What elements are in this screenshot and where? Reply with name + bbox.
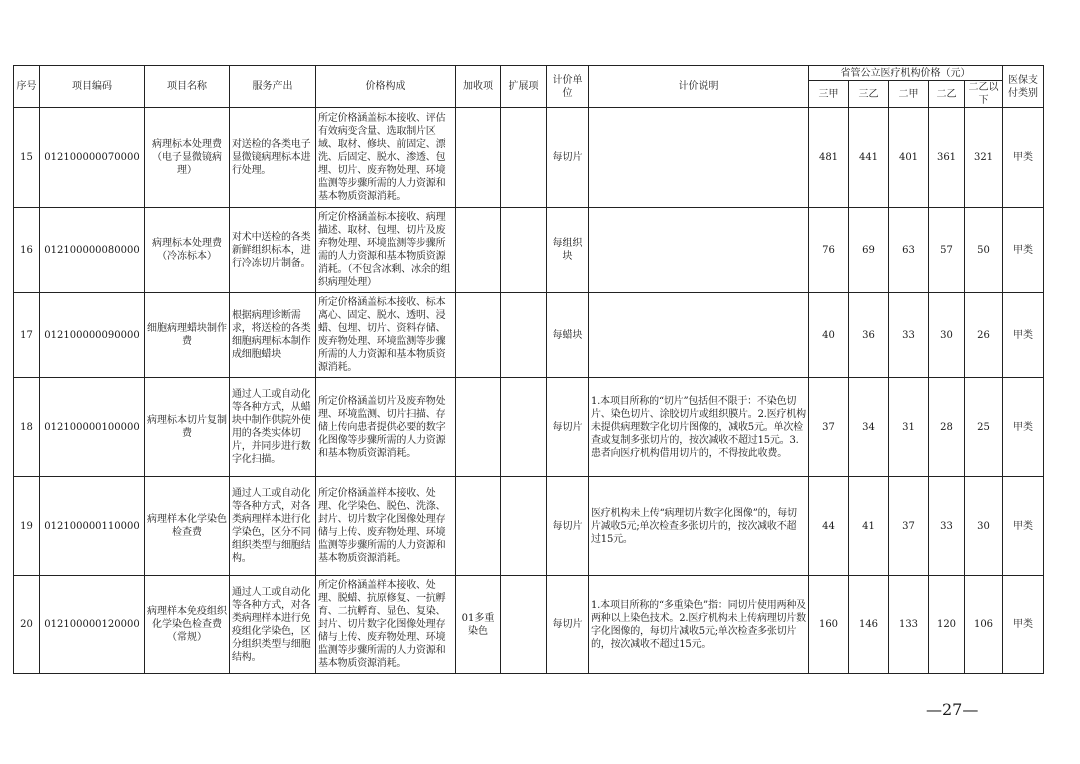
row-service: 通过人工或自动化等各种方式，对各类病理样本进行化学染色，区分不同组织类型与细胞结构。 bbox=[230, 477, 316, 576]
row-composition: 所定价格涵盖样本接收、处理、脱蜡、抗原修复、一抗孵育、二抗孵育、显色、复染、封片、切片数字化图像处理存储与上传、废弃物处理、环境监测等步骤所需的人力资源和基本物质资源消耗。 bbox=[316, 576, 456, 674]
row-seq: 20 bbox=[14, 576, 40, 674]
row-service: 通过人工或自动化等各种方式，对各类病理样本进行免疫组化学染色，区分组织类型与细胞结构。 bbox=[230, 576, 316, 674]
row-name: 病理标本处理费（电子显微镜病理） bbox=[145, 108, 230, 208]
row-price-level1: 37 bbox=[809, 378, 849, 477]
row-insurance: 甲类 bbox=[1003, 378, 1044, 477]
row-code: 012100000120000 bbox=[40, 576, 145, 674]
row-name: 病理标本切片复制费 bbox=[145, 378, 230, 477]
header-addon: 加收项 bbox=[456, 66, 501, 108]
header-insurance: 医保支付类别 bbox=[1003, 66, 1044, 108]
row-seq: 19 bbox=[14, 477, 40, 576]
row-price-level1: 160 bbox=[809, 576, 849, 674]
table-row bbox=[14, 208, 1044, 293]
header-seq: 序号 bbox=[14, 66, 40, 108]
row-unit: 每切片 bbox=[547, 477, 589, 576]
row-note: 1.本项目所称的“切片”包括但不限于：不染色切片、染色切片、涂胶切片或组织膜片。2.医疗机构未提供病理数字化切片图像的，减收5元。单次检查或复制多张切片的，按次减收不超过15元。3.患者向医疗机构借用切片的，不得按此收费。 bbox=[589, 378, 809, 477]
header-price-group: 省管公立医疗机构价格（元） bbox=[809, 66, 1003, 81]
row-extension bbox=[501, 576, 547, 674]
row-composition: 所定价格涵盖标本接收、评估有效病变含量、选取制片区域、取材、修块、前固定、漂洗、后固定、脱水、渗透、包埋、切片、废弃物处理、环境监测等步骤所需的人力资源和基本物质资源消耗。 bbox=[316, 108, 456, 208]
row-seq: 15 bbox=[14, 108, 40, 208]
row-service: 通过人工或自动化等各种方式，从蜡块中制作供院外使用的各类实体切片，并同步进行数字化扫描。 bbox=[230, 378, 316, 477]
row-note: 1.本项目所称的“多重染色”指：同切片使用两种及两种以上染色技术。2.医疗机构未上传病理切片数字化图像的，每切片减收5元;单次检查多张切片的，按次减收不超过15元。 bbox=[589, 576, 809, 674]
row-price-level5: 50 bbox=[965, 208, 1003, 293]
row-name: 病理样本免疫组织化学染色检查费（常规） bbox=[145, 576, 230, 674]
row-addon bbox=[456, 477, 501, 576]
row-price-level3: 37 bbox=[889, 477, 929, 576]
row-seq: 18 bbox=[14, 378, 40, 477]
row-extension bbox=[501, 477, 547, 576]
header-note: 计价说明 bbox=[589, 66, 809, 108]
table-row bbox=[14, 293, 1044, 378]
row-price-level1: 44 bbox=[809, 477, 849, 576]
row-unit: 每组织块 bbox=[547, 208, 589, 293]
table-row bbox=[14, 477, 1044, 576]
row-name: 病理样本化学染色检查费 bbox=[145, 477, 230, 576]
row-insurance: 甲类 bbox=[1003, 477, 1044, 576]
row-price-level4: 33 bbox=[929, 477, 965, 576]
row-insurance: 甲类 bbox=[1003, 208, 1044, 293]
row-addon bbox=[456, 378, 501, 477]
row-price-level3: 31 bbox=[889, 378, 929, 477]
row-price-level3: 133 bbox=[889, 576, 929, 674]
row-composition: 所定价格涵盖样本接收、处理、化学染色、脱色、洗涤、封片、切片数字化图像处理存储与上传、废弃物处理、环境监测等步骤所需的人力资源和基本物质资源消耗。 bbox=[316, 477, 456, 576]
row-price-level2: 146 bbox=[849, 576, 889, 674]
row-unit: 每切片 bbox=[547, 108, 589, 208]
row-price-level5: 25 bbox=[965, 378, 1003, 477]
row-unit: 每切片 bbox=[547, 378, 589, 477]
row-code: 012100000070000 bbox=[40, 108, 145, 208]
row-insurance: 甲类 bbox=[1003, 576, 1044, 674]
row-price-level5: 106 bbox=[965, 576, 1003, 674]
header-level: 三乙 bbox=[849, 81, 889, 108]
header-level: 二乙 bbox=[929, 81, 965, 108]
row-price-level3: 33 bbox=[889, 293, 929, 378]
row-price-level4: 361 bbox=[929, 108, 965, 208]
row-price-level3: 401 bbox=[889, 108, 929, 208]
row-insurance: 甲类 bbox=[1003, 108, 1044, 208]
row-note: 医疗机构未上传“病理切片数字化图像”的，每切片减收5元;单次检查多张切片的，按次减收不超过15元。 bbox=[589, 477, 809, 576]
row-service: 对送检的各类电子显微镜病理标本进行处理。 bbox=[230, 108, 316, 208]
row-addon: 01多重染色 bbox=[456, 576, 501, 674]
price-table bbox=[13, 65, 1044, 674]
row-composition: 所定价格涵盖标本接收、病理描述、取材、包埋、切片及废弃物处理、环境监测等步骤所需的人力资源和基本物质资源消耗。（不包含冰剩、冰余的组织病理处理） bbox=[316, 208, 456, 293]
row-note bbox=[589, 293, 809, 378]
row-service: 对术中送检的各类新鲜组织标本，进行冷冻切片制备。 bbox=[230, 208, 316, 293]
row-composition: 所定价格涵盖标本接收、标本离心、固定、脱水、透明、浸蜡、包埋、切片、资料存储、废弃物处理、环境监测等步骤所需的人力资源和基本物质资源消耗。 bbox=[316, 293, 456, 378]
row-name: 细胞病理蜡块制作费 bbox=[145, 293, 230, 378]
row-code: 012100000100000 bbox=[40, 378, 145, 477]
row-unit: 每切片 bbox=[547, 576, 589, 674]
row-price-level4: 57 bbox=[929, 208, 965, 293]
page-number: —27— bbox=[926, 700, 979, 719]
row-seq: 16 bbox=[14, 208, 40, 293]
row-price-level1: 40 bbox=[809, 293, 849, 378]
header-level: 三甲 bbox=[809, 81, 849, 108]
row-price-level2: 69 bbox=[849, 208, 889, 293]
row-price-level1: 481 bbox=[809, 108, 849, 208]
row-price-level2: 41 bbox=[849, 477, 889, 576]
row-seq: 17 bbox=[14, 293, 40, 378]
row-price-level3: 63 bbox=[889, 208, 929, 293]
row-code: 012100000110000 bbox=[40, 477, 145, 576]
row-price-level5: 26 bbox=[965, 293, 1003, 378]
row-extension bbox=[501, 108, 547, 208]
row-addon bbox=[456, 108, 501, 208]
row-note bbox=[589, 208, 809, 293]
row-insurance: 甲类 bbox=[1003, 293, 1044, 378]
row-price-level2: 441 bbox=[849, 108, 889, 208]
row-unit: 每蜡块 bbox=[547, 293, 589, 378]
row-price-level4: 28 bbox=[929, 378, 965, 477]
table-row bbox=[14, 108, 1044, 208]
row-addon bbox=[456, 293, 501, 378]
row-service: 根据病理诊断需求，将送检的各类细胞病理标本制作成细胞蜡块 bbox=[230, 293, 316, 378]
row-code: 012100000080000 bbox=[40, 208, 145, 293]
row-price-level4: 120 bbox=[929, 576, 965, 674]
row-name: 病理标本处理费（冷冻标本） bbox=[145, 208, 230, 293]
row-extension bbox=[501, 293, 547, 378]
header-composition: 价格构成 bbox=[316, 66, 456, 108]
row-composition: 所定价格涵盖切片及废弃物处理、环境监测、切片扫描、存储上传向患者提供必要的数字化图像等步骤所需的人力资源和基本物质资源消耗。 bbox=[316, 378, 456, 477]
header-service: 服务产出 bbox=[230, 66, 316, 108]
header-code: 项目编码 bbox=[40, 66, 145, 108]
row-extension bbox=[501, 208, 547, 293]
row-extension bbox=[501, 378, 547, 477]
header-name: 项目名称 bbox=[145, 66, 230, 108]
row-code: 012100000090000 bbox=[40, 293, 145, 378]
row-price-level5: 30 bbox=[965, 477, 1003, 576]
header-level: 二乙以下 bbox=[965, 81, 1003, 108]
row-price-level2: 36 bbox=[849, 293, 889, 378]
row-addon bbox=[456, 208, 501, 293]
header-level: 二甲 bbox=[889, 81, 929, 108]
table-row bbox=[14, 378, 1044, 477]
header-extension: 扩展项 bbox=[501, 66, 547, 108]
row-note bbox=[589, 108, 809, 208]
row-price-level4: 30 bbox=[929, 293, 965, 378]
table-row bbox=[14, 576, 1044, 674]
row-price-level5: 321 bbox=[965, 108, 1003, 208]
row-price-level1: 76 bbox=[809, 208, 849, 293]
row-price-level2: 34 bbox=[849, 378, 889, 477]
header-unit: 计价单位 bbox=[547, 66, 589, 108]
